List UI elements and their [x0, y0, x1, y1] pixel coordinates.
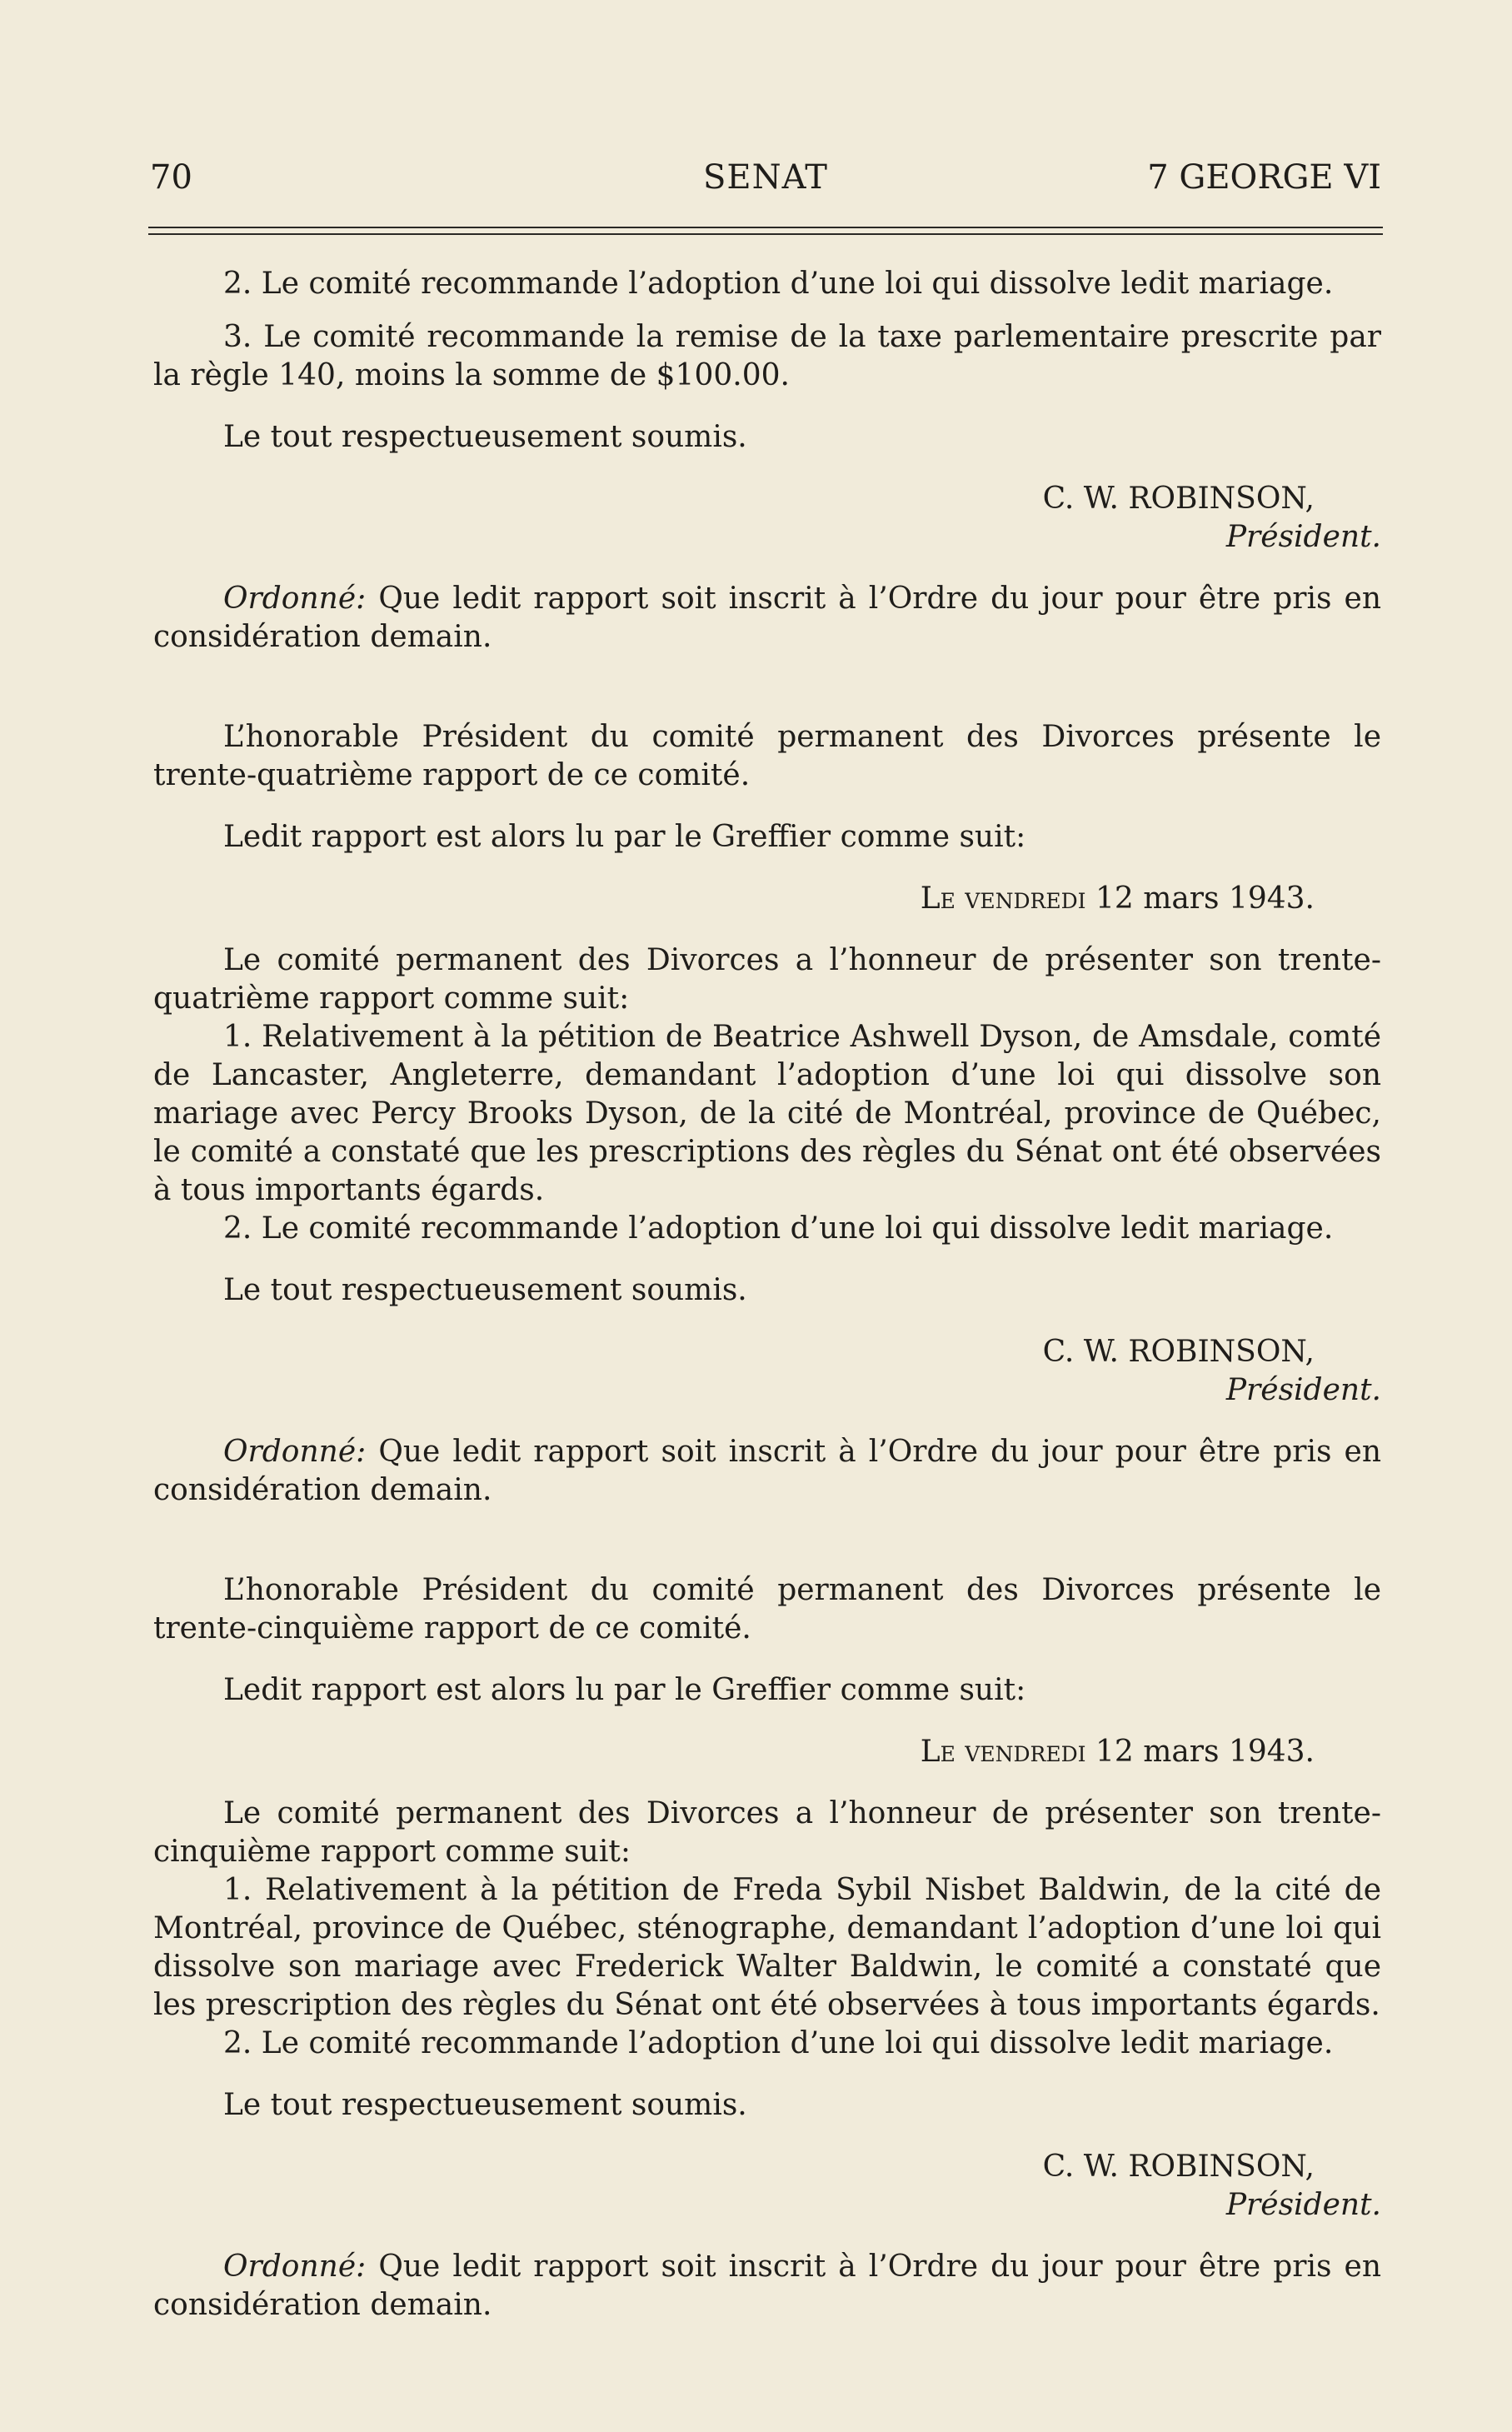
s2-signer-role: Président.: [1225, 1373, 1381, 1407]
s2-order: [153, 1433, 1381, 1510]
s2-closing: Le tout respectueusement soumis.: [223, 1273, 747, 1307]
s2-signature: [153, 1333, 1381, 1410]
s2-date-day: Le vendredi: [920, 881, 1086, 916]
s3-closing: Le tout respectueusement soumis.: [223, 2088, 747, 2122]
s1-item-3: 3. Le comité recommande la remise de la taxe parlementaire prescrite par la règle 140, moins la somme de $100.00.: [153, 320, 1381, 392]
s2-item-2: 2. Le comité recommande l’adoption d’une loi qui dissolve ledit mariage.: [223, 1211, 1334, 1246]
header-title: SENAT: [703, 158, 828, 197]
s1-order: [153, 580, 1381, 657]
s3-date-rest: 12 mars 1943.: [1085, 1735, 1315, 1769]
page-body: [153, 265, 1381, 2325]
s3-order: [153, 2248, 1381, 2325]
s3-order-label: Ordonné:: [223, 2250, 367, 2284]
s2-order-text: Que ledit rapport soit inscrit à l’Ordre du jour pour être pris en considération demain.: [153, 1435, 1381, 1507]
s1-closing: Le tout respectueusement soumis.: [223, 420, 747, 454]
rule-line-top: [148, 227, 1383, 228]
s1-signer-role: Président.: [1225, 520, 1381, 554]
s2-date-rest: 12 mars 1943.: [1085, 881, 1315, 916]
rule-line-bottom: [148, 233, 1383, 235]
s2-signer-name: C. W. ROBINSON,: [1042, 1335, 1315, 1369]
s3-order-text: Que ledit rapport soit inscrit à l’Ordre du jour pour être pris en considération demain.: [153, 2250, 1381, 2322]
page-number: 70: [150, 158, 192, 197]
s3-item-2: 2. Le comité recommande l’adoption d’une loi qui dissolve ledit mariage.: [223, 2026, 1334, 2060]
s2-intro: L’honorable Président du comité permanent des Divorces présente le trente-quatrième rapport de ce comité.: [153, 720, 1381, 792]
s1-item-2: 2. Le comité recommande l’adoption d’une loi qui dissolve ledit mariage.: [223, 267, 1334, 301]
header-year: 7 GEORGE VI: [1147, 158, 1381, 197]
s3-signature: [153, 2148, 1381, 2225]
s2-order-label: Ordonné:: [223, 1435, 367, 1469]
s2-report-intro: Le comité permanent des Divorces a l’honneur de présenter son trente-quatrième rapport comme suit:: [153, 943, 1381, 1016]
running-header: [150, 158, 1381, 200]
s1-signer-name: C. W. ROBINSON,: [1042, 482, 1315, 516]
s1-order-text: Que ledit rapport soit inscrit à l’Ordre du jour pour être pris en considération demain.: [153, 582, 1381, 654]
s2-read: Ledit rapport est alors lu par le Greffier comme suit:: [223, 820, 1026, 854]
s3-signer-name: C. W. ROBINSON,: [1042, 2150, 1315, 2184]
s3-date: [153, 1733, 1315, 1771]
s3-item-1: 1. Relativement à la pétition de Freda Sybil Nisbet Baldwin, de la cité de Montréal, province de Québec, sténographe, demandant l’adoption d’une loi qui dissolve son mariage avec Frederick Walter Baldwin, le comité a constaté que les prescription des règles du Sénat ont été observées à tous importants égards.: [153, 1873, 1381, 2022]
s3-intro: L’honorable Président du comité permanent des Divorces présente le trente-cinquième rapport de ce comité.: [153, 1573, 1381, 1645]
s1-order-label: Ordonné:: [223, 582, 367, 616]
s2-item-1: 1. Relativement à la pétition de Beatrice Ashwell Dyson, de Amsdale, comté de Lancaster, Angleterre, demandant l’adoption d’une loi qui dissolve son mariage avec Percy Brooks Dyson, de la cité de Montréal, province de Québec, le comité a constaté que les prescriptions des règles du Sénat ont été observées à tous importants égards.: [153, 1020, 1381, 1207]
s2-date: [153, 880, 1315, 918]
s3-signer-role: Président.: [1225, 2188, 1381, 2222]
s3-report-intro: Le comité permanent des Divorces a l’honneur de présenter son trente-cinquième rapport comme suit:: [153, 1796, 1381, 1869]
s1-signature: [153, 480, 1381, 557]
s3-date-day: Le vendredi: [920, 1735, 1086, 1769]
s3-read: Ledit rapport est alors lu par le Greffier comme suit:: [223, 1673, 1026, 1707]
header-double-rule: [148, 227, 1383, 235]
